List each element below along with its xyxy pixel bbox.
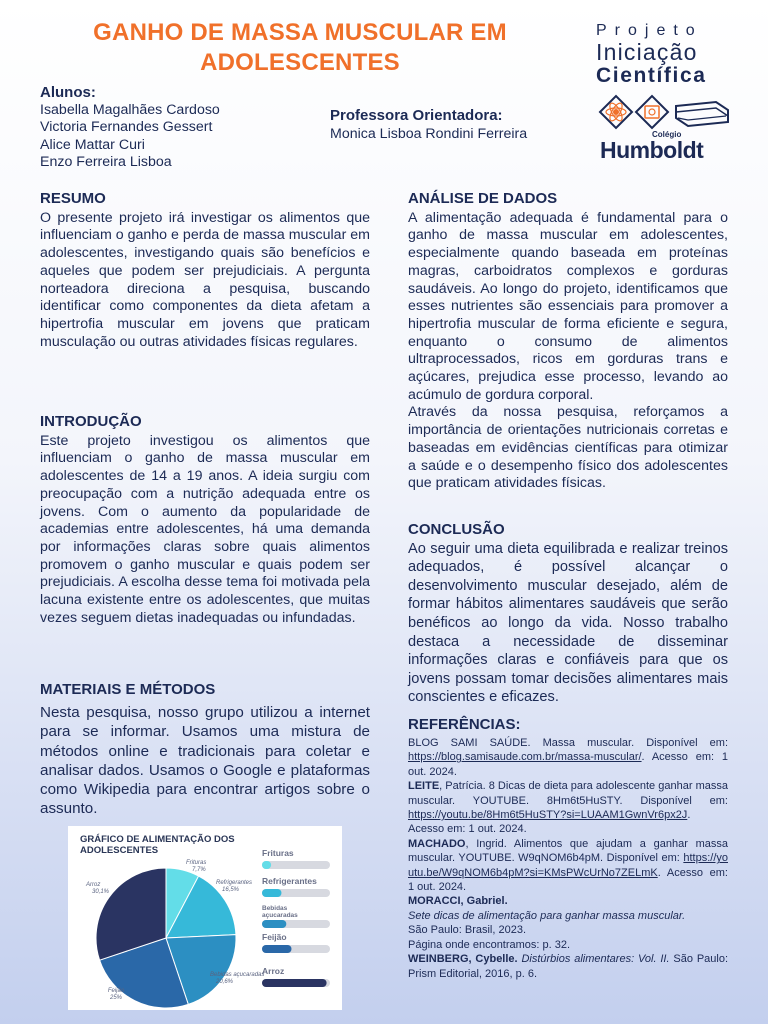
reference-title: Distúrbios alimentares: Vol. II. bbox=[521, 953, 670, 966]
resumo-heading: RESUMO bbox=[40, 190, 106, 207]
reference-author: MACHADO bbox=[408, 837, 466, 850]
reference-title: Sete dicas de alimentação para ganhar massa muscular. bbox=[408, 909, 686, 922]
science-books-icon bbox=[596, 92, 732, 132]
reference-text: BLOG SAMI SAÚDE. Massa muscular. Disponível em: bbox=[408, 737, 728, 749]
slice-value-label: 16,5% bbox=[222, 887, 240, 893]
student-name: Victoria Fernandes Gessert bbox=[40, 119, 213, 135]
analise-text-2: Através da nossa pesquisa, reforçamos a importância de orientações nutricionais corretas e baseadas em evidências científicas para otimizar a saúde e o desempenho físico dos adolescentes que praticam atividades físicas. bbox=[408, 404, 728, 492]
food-chart bbox=[68, 826, 342, 1010]
legend-label: Frituras bbox=[262, 848, 294, 858]
analise-heading: ANÁLISE DE DADOS bbox=[408, 190, 558, 207]
slice-value-label: 7,7% bbox=[192, 867, 206, 873]
slice-label: Arroz bbox=[86, 882, 101, 888]
reference-item bbox=[408, 779, 728, 837]
students-block bbox=[40, 84, 220, 172]
reference-item bbox=[408, 952, 728, 981]
legend-label: Feijão bbox=[262, 932, 287, 942]
section-resumo bbox=[40, 190, 370, 351]
legend-label: açucaradas bbox=[262, 912, 298, 919]
reference-item bbox=[408, 894, 728, 952]
student-name: Alice Mattar Curi bbox=[40, 136, 145, 153]
reference-text: . Acesso em: 1 out. 2024. bbox=[408, 866, 728, 894]
reference-text: São Paulo: Prism Editorial, 2016, p. 6. bbox=[408, 953, 729, 980]
chart-title: GRÁFICO DE ALIMENTAÇÃO DOS ADOLESCENTES bbox=[80, 834, 235, 856]
section-materiais bbox=[40, 680, 370, 818]
student-name: Isabella Magalhães Cardoso bbox=[40, 101, 220, 118]
resumo-text: O presente projeto irá investigar os alimentos que influenciam o ganho e perda de massa muscular em adolescentes, investigando quais são benefícios e aqueles que podem ser prejudiciais. A pergunta norteadora direciona a pesquisa, buscando identificar como componentes da dieta afetam a hipertrofia muscular em jovens que praticam musculação ou outras atividades físicas regulares. bbox=[40, 209, 370, 350]
page-title: GANHO DE MASSA MUSCULAR EM ADOLESCENTES bbox=[93, 19, 507, 76]
reference-item bbox=[408, 837, 728, 895]
conclusao-text: Ao seguir uma dieta equilibrada e realizar treinos adequados, é possível alcançar o desenvolvimento muscular desejado, além de formar hábitos alimentares saudáveis que serão benéficos ao longo da vida. Nosso trabalho destaca a necessidade de disseminar informações claras e confiáveis para que os jovens possam tomar decisões alimentares mais conscientes e eficazes. bbox=[408, 540, 728, 706]
slice-label: Refrigerantes bbox=[216, 880, 253, 886]
logo-line-iniciacao: Iniciação bbox=[596, 39, 698, 65]
reference-text: . Acesso em: 1 out. 2024. bbox=[408, 751, 728, 778]
advisor-label: Professora Orientadora: bbox=[330, 107, 503, 124]
reference-link[interactable]: https://youtu.be/W9qNOM6b4pM?si=KMsPWcUrNo7ZELmK bbox=[408, 852, 728, 879]
materiais-heading: MATERIAIS E MÉTODOS bbox=[40, 681, 216, 698]
reference-link[interactable]: https://blog.samisaude.com.br/massa-muscular/ bbox=[408, 751, 642, 764]
reference-item bbox=[408, 736, 728, 779]
legend-bar-track bbox=[262, 861, 330, 869]
legend-label: Refrigerantes bbox=[262, 876, 317, 886]
slice-value-label: 20,6% bbox=[216, 979, 234, 985]
legend-bar-fill bbox=[262, 920, 286, 928]
pie-chart-svg bbox=[68, 826, 342, 1010]
slice-value-label: 30,1% bbox=[92, 889, 110, 895]
referencias-heading: REFERÊNCIAS: bbox=[408, 716, 521, 733]
section-analise bbox=[408, 190, 728, 493]
logo-line-projeto: Projeto bbox=[596, 22, 703, 39]
reference-author: LEITE bbox=[408, 780, 440, 793]
logo-humboldt: Humboldt bbox=[600, 137, 704, 163]
slice-label: Feijão bbox=[107, 988, 125, 994]
reference-text: , Patrícia. 8 Dicas de dieta para adolescente ganhar massa muscular. YOUTUBE. 8Hm6t5HuSTY. Disponível em: bbox=[408, 780, 728, 807]
reference-text: , Ingrid. Alimentos que ajudam a ganhar massa muscular. YOUTUBE. W9qNOM6b4pM. Disponível em: bbox=[408, 837, 728, 865]
legend-bar-fill bbox=[262, 889, 281, 897]
student-name: Enzo Ferreira Lisboa bbox=[40, 154, 172, 170]
slice-label: Bebidas açucaradas bbox=[210, 972, 265, 978]
reference-author: WEINBERG, Cybelle. bbox=[408, 953, 518, 966]
conclusao-heading: CONCLUSÃO bbox=[408, 521, 505, 538]
slice-label: Frituras bbox=[186, 860, 207, 866]
legend-bar-fill bbox=[262, 945, 292, 953]
section-conclusao bbox=[408, 521, 728, 707]
reference-text: Página onde encontramos: p. 32. bbox=[408, 938, 571, 951]
materiais-text: Nesta pesquisa, nosso grupo utilizou a internet para se informar. Usamos uma mistura de métodos online e tradicionais para coletar e analisar dados. Usamos o Google e plataformas como Wikipedia para encontrar artigos sobre o assunto. bbox=[40, 704, 370, 818]
advisor-block bbox=[330, 106, 527, 144]
introducao-heading: INTRODUÇÃO bbox=[40, 413, 142, 430]
legend-bar-fill bbox=[262, 861, 271, 869]
slice-value-label: 25% bbox=[109, 995, 123, 1001]
project-logo bbox=[596, 22, 736, 161]
introducao-text: Este projeto investigou os alimentos que influenciam o ganho de massa muscular em adolescentes de 14 a 19 anos. A ideia surgiu com preocupação com a nutrição adequada entre os jovens. Com o aumento da popularidade de academias entre adolescentes, há uma demanda por informações claras sobre quais alimentos promovem o ganho muscular e quais podem ser prejudiciais. A escolha desse tema foi motivada pela lacuna existente entre os adolescentes, que muitas vezes seguem dietas inadequadas ou infundadas. bbox=[40, 432, 370, 626]
logo-colegio: Colégio bbox=[652, 130, 682, 139]
reference-text: São Paulo: Brasil, 2023. bbox=[408, 924, 527, 937]
reference-text: . Acesso em: 1 out. 2024. bbox=[408, 809, 691, 836]
section-referencias bbox=[408, 716, 728, 981]
logo-line-cientifica: Científica bbox=[596, 64, 707, 87]
reference-link[interactable]: https://youtu.be/8Hm6t5HuSTY?si=LUAAM1GwnVr6px2J bbox=[408, 809, 688, 822]
advisor-name: Monica Lisboa Rondini Ferreira bbox=[330, 126, 528, 142]
students-label: Alunos: bbox=[40, 84, 96, 101]
section-introducao bbox=[40, 413, 370, 627]
legend-bar-fill bbox=[262, 979, 327, 987]
legend-label: Arroz bbox=[262, 966, 285, 976]
analise-text-1: A alimentação adequada é fundamental para o ganho de massa muscular em adolescentes, especialmente quando baseada em proteínas magras, carboidratos complexos e gorduras saudáveis. Ao longo do projeto, identificamos que esses nutrientes são essenciais para promover a hipertrofia muscular de forma eficiente e segura, enquanto o consumo de alimentos ultraprocessados, ricos em gorduras trans e açúcares, prejudica esse processo, levando ao acúmulo de gordura corporal. bbox=[408, 209, 728, 403]
reference-author: MORACCI, Gabriel. bbox=[408, 895, 508, 908]
legend-label: Bebidas bbox=[262, 905, 288, 912]
